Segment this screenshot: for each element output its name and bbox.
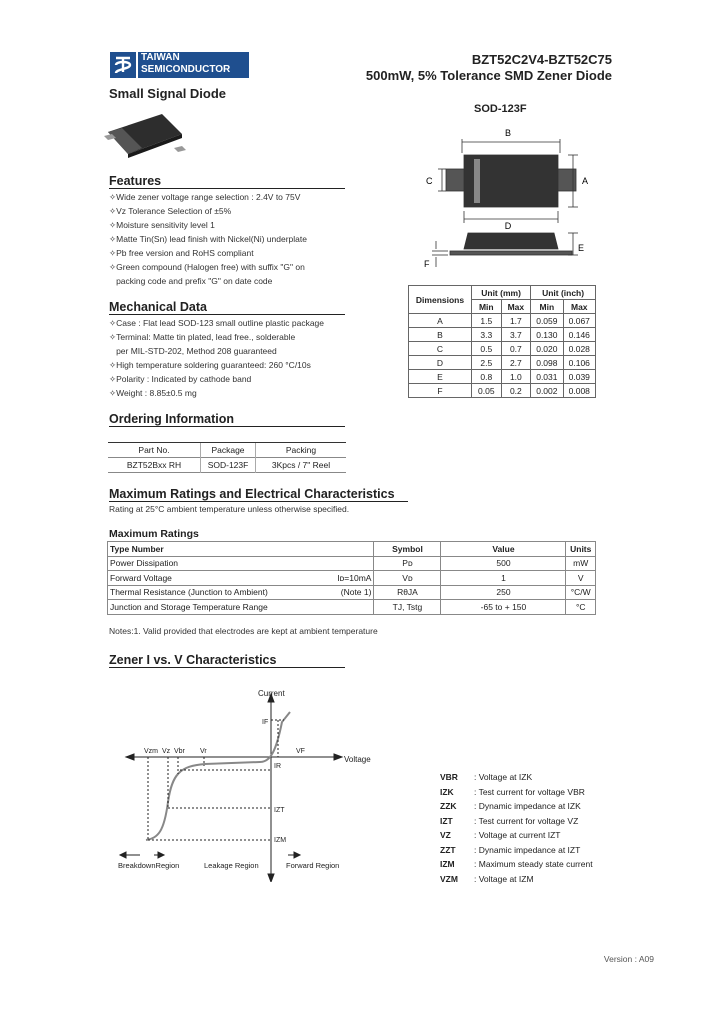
table-row: E 0.8 1.0 0.031 0.039 xyxy=(409,370,596,384)
list-item: VZ : Voltage at current IZT xyxy=(440,830,561,840)
symbol-legend xyxy=(440,770,593,886)
table-row: Forward Voltage Iᴅ=10mA Vᴅ 1 V xyxy=(108,571,596,586)
list-item: IZK : Test current for voltage VBR xyxy=(440,786,585,797)
package-name: SOD-123F xyxy=(474,103,527,115)
product-description: 500mW, 5% Tolerance SMD Zener Diode xyxy=(365,68,612,83)
dim-header-mm: Unit (mm) xyxy=(472,286,531,300)
company-logo-mark xyxy=(110,52,136,78)
ordering-header-package: Package xyxy=(201,443,256,458)
list-item: IZT : Test current for voltage VZ xyxy=(440,815,579,826)
dimensions-table xyxy=(408,285,596,398)
i-label-ir: IR xyxy=(274,763,281,770)
ratings-subtitle: Rating at 25°C ambient temperature unless otherwise specified. xyxy=(109,504,350,514)
dim-label-a: A xyxy=(582,176,589,186)
dim-header-dimensions: Dimensions xyxy=(409,286,472,314)
ratings-header-value: Value xyxy=(441,542,566,557)
v-label-vzm: Vzm xyxy=(144,748,158,755)
table-row: B 3.3 3.7 0.130 0.146 xyxy=(409,328,596,342)
ratings-header-symbol: Symbol xyxy=(374,542,441,557)
mechanical-list xyxy=(109,316,324,400)
dim-header-max: Max xyxy=(563,300,595,314)
ordering-table xyxy=(108,442,346,473)
table-row: Junction and Storage Temperature Range TJ, Tstg -65 to + 150 °C xyxy=(108,600,596,615)
table-row: D 2.5 2.7 0.098 0.106 xyxy=(409,356,596,370)
dim-label-e: E xyxy=(578,243,585,253)
max-ratings-title: Maximum Ratings xyxy=(109,528,199,540)
product-photo xyxy=(104,110,188,160)
table-row: BZT52Bxx RH SOD-123F 3Kpcs / 7" Reel xyxy=(108,458,346,473)
axis-label-voltage: Voltage xyxy=(344,755,371,764)
v-label-vf: VF xyxy=(296,748,305,755)
table-row: F 0.05 0.2 0.002 0.008 xyxy=(409,384,596,398)
package-outline-drawing xyxy=(420,125,600,275)
dim-label-c: C xyxy=(426,176,433,186)
ratings-note: Notes:1. Valid provided that electrodes are kept at ambient temperature xyxy=(109,626,378,636)
list-item: ZZK : Dynamic impedance at IZK xyxy=(440,801,581,811)
product-category: Small Signal Diode xyxy=(109,86,227,101)
list-item: ZZT : Dynamic impedance at IZT xyxy=(440,844,581,855)
i-label-izm: IZM xyxy=(274,837,287,844)
axis-label-current: Current xyxy=(258,689,285,698)
v-label-vz: Vz xyxy=(162,748,171,755)
list-item: VBR : Voltage at IZK xyxy=(440,772,533,782)
region-leakage: Leakage Region xyxy=(204,861,259,870)
dim-label-b: B xyxy=(504,128,512,138)
list-item: ✧Green compound (Halogen free) with suffix "G" on xyxy=(109,262,305,272)
list-item: ✧Terminal: Matte tin plated, lead free., solderable xyxy=(109,332,296,342)
table-row: Power Dissipation Pᴅ 500 mW xyxy=(108,556,596,571)
features-heading: Features xyxy=(109,174,345,189)
ordering-heading: Ordering Information xyxy=(109,412,345,427)
list-item: ✧High temperature soldering guaranteed: 260 °C/10s xyxy=(109,360,311,370)
iv-characteristics-diagram xyxy=(110,682,390,882)
company-logo-text: TAIWAN SEMICONDUCTOR xyxy=(138,52,249,78)
list-item: ✧Moisture sensitivity level 1 xyxy=(109,220,215,230)
list-item: packing code and prefix "G" on date code xyxy=(109,276,273,286)
ratings-header-units: Units xyxy=(566,542,596,557)
i-label-izt: IZT xyxy=(274,807,285,814)
region-breakdown: BreakdownRegion xyxy=(118,861,180,870)
dim-label-d: D xyxy=(504,221,512,231)
dim-label-f: F xyxy=(424,259,430,269)
table-row: C 0.5 0.7 0.020 0.028 xyxy=(409,342,596,356)
list-item: per MIL-STD-202, Method 208 guaranteed xyxy=(109,346,277,356)
list-item: ✧Polarity : Indicated by cathode band xyxy=(109,374,252,384)
list-item: ✧Weight : 8.85±0.5 mg xyxy=(109,388,197,398)
list-item: IZM : Maximum steady state current xyxy=(440,859,593,869)
version-footer: Version : A09 xyxy=(603,954,654,964)
part-number-title: BZT52C2V4-BZT52C75 xyxy=(471,52,612,67)
features-list xyxy=(109,190,307,288)
list-item: ✧Case : Flat lead SOD-123 small outline plastic package xyxy=(109,318,325,328)
ratings-header-type: Type Number xyxy=(108,542,374,557)
max-ratings-table xyxy=(107,541,596,615)
dim-header-max: Max xyxy=(501,300,531,314)
ordering-header-packing: Packing xyxy=(256,443,347,458)
list-item: ✧Pb free version and RoHS compliant xyxy=(109,248,254,258)
table-row: Thermal Resistance (Junction to Ambient) (Note 1) RθJA 250 °C/W xyxy=(108,585,596,600)
dim-header-min: Min xyxy=(531,300,563,314)
ordering-header-part: Part No. xyxy=(108,443,201,458)
v-label-vr: Vr xyxy=(200,748,207,755)
list-item: ✧Vz Tolerance Selection of ±5% xyxy=(109,206,232,216)
dim-header-min: Min xyxy=(472,300,502,314)
ratings-heading: Maximum Ratings and Electrical Characteristics xyxy=(109,487,408,502)
mechanical-heading: Mechanical Data xyxy=(109,300,345,315)
dim-header-inch: Unit (inch) xyxy=(531,286,596,300)
i-label-if: IF xyxy=(262,719,269,726)
table-row: A 1.5 1.7 0.059 0.067 xyxy=(409,314,596,328)
iv-chart-heading: Zener I vs. V Characteristics xyxy=(109,653,345,668)
list-item: ✧Wide zener voltage range selection : 2.4V to 75V xyxy=(109,192,301,202)
region-forward: Forward Region xyxy=(286,861,340,870)
list-item: VZM : Voltage at IZM xyxy=(440,873,534,884)
list-item: ✧Matte Tin(Sn) lead finish with Nickel(Ni) underplate xyxy=(109,234,307,244)
v-label-vbr: Vbr xyxy=(174,748,185,755)
